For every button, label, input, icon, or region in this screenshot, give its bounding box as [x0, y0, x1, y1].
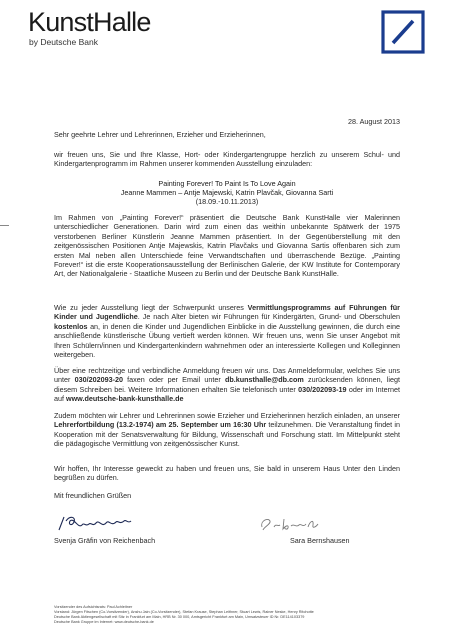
paragraph-program: [54, 303, 400, 359]
footer: [54, 605, 414, 625]
letter-date: 28. August 2013: [348, 117, 400, 126]
registration-text-3: zurücksenden können, liegt diesem Schreiben bei. Weitere Informationen erhalten Sie telefonisch unter: [54, 375, 400, 394]
registration-text-1: Über eine rechtzeitige und verbindliche Anmeldung freuen wir uns. Das Anmeldeformular, welches Sie uns unter: [54, 366, 400, 385]
salutation: Sehr geehrte Lehrer und Lehrerinnen, Erzieher und Erzieherinnen,: [54, 130, 266, 139]
registration-text-4: oder im Internet auf: [54, 384, 400, 404]
program-text-2: . Je nach Alter bieten wir Führungen für Kindergärten, Grund- und Oberschulen: [137, 312, 400, 322]
program-free: kostenlos: [54, 321, 88, 331]
fax-number: 030/202093-20: [74, 375, 123, 385]
exhibit-title: Painting Forever! To Paint Is To Love Again: [158, 179, 296, 188]
footer-line-2: Vorstand: Jürgen Fitschen (Co-Vorsitzender), Anshu Jain (Co-Vorsitzender), Stefan Krause, Stephan Leithner, Stuart Lewis, Rainer Neske, Henry Ritchotte: [54, 610, 314, 614]
footer-line-4: Deutsche Bank Gruppe im Internet: www.deutsche-bank.de: [54, 620, 154, 624]
email-address: db.kunsthalle@db.com: [224, 375, 304, 385]
intro-paragraph: wir freuen uns, Sie und Ihre Klasse, Hort- oder Kindergartengruppe herzlich zu unserem Schul- und Kindergartenprogramm im Rahmen unserer kommenden Ausstellung einzuladen:: [54, 150, 400, 169]
program-text-3: an, in denen die Kinder und Jugendlichen Einblicke in die Ausstellung gewinnen, die durch eine anschließende künstlerische Übung vertieft werden können. Wir freuen uns, wenn Sie unser Angebot mit Ihren Schülern/innen und Kindergartenkindern wahrnehmen oder an interessierte Kollegen und Kolleginnen weitergeben.: [54, 321, 400, 360]
footer-line-3: Deutsche Bank Aktiengesellschaft mit Sitz in Frankfurt am Main, HRB Nr. 30 000, Amtsgericht Frankfurt am Main, Umsatzsteuer ID Nr. DE114103379: [54, 615, 305, 619]
phone-number: 030/202093-19: [298, 384, 347, 394]
logo-title: KunstHalle: [28, 7, 151, 37]
training-highlight: Lehrerfortbildung (13.2-1974) am 25. September um 16:30 Uhr: [54, 420, 267, 430]
footer-line-1: Vorsitzender des Aufsichtsrats: Paul Achleitner: [54, 605, 133, 609]
deutsche-bank-logo-icon: [381, 10, 425, 54]
website: www.deutsche-bank-kunsthalle.de: [66, 394, 184, 404]
registration-text-2: faxen oder per Email unter: [122, 375, 225, 385]
paragraph-registration: [54, 366, 400, 404]
signer-bernshausen: Sara Bernshausen: [290, 536, 350, 545]
exhibit-artists: Jeanne Mammen – Antje Majewski, Katrin Plavčak, Giovanna Sarti: [120, 188, 334, 197]
paragraph-exhibition: Im Rahmen von „Painting Forever!“ präsentiert die Deutsche Bank KunstHalle vier Malerinnen unterschiedlicher Generationen. Darin wird zum einen das weithin unbekannte Spätwerk der 1975 verstorbenen Berliner Künstlerin Jeanne Mammen präsentiert. In der Gegenüberstellung mit den zeitgenössischen Positionen Antje Majewskis, Katrin Plavčaks und Giovanna Sartis offenbaren sich zum ersten Mal neben allen Unterschiede feine Verwandtschaften und überraschende Bezüge. „Painting Forever!“ ist die erste Kooperationsausstellung der Berlinischen Galerie, der KW Institute for Contemporary Art, der Nationalgalerie - Staatliche Museen zu Berlin und der Deutsche Bank KunstHalle.: [54, 213, 400, 279]
logo-subtitle: by Deutsche Bank: [29, 37, 98, 47]
fold-mark: [0, 225, 9, 226]
training-text-2: teilzunehmen. Die Veranstaltung findet in Kooperation mit der Senatsverwaltung für Bildung, Wissenschaft und Forschung statt. Im Mittelpunkt steht die pädagogische Vermittlung von zeitgenössischer Kunst.: [54, 420, 401, 449]
training-text-1: Zudem möchten wir Lehrer und Lehrerinnen sowie Erzieher und Erzieherinnen herzlich einladen, an unserer: [54, 411, 400, 420]
program-highlight: Vermittlungsprogramms auf Führungen für Kinder und Jugendliche: [54, 303, 400, 322]
paragraph-closing: Wir hoffen, Ihr Interesse geweckt zu haben und freuen uns, Sie bald in unserem Haus Unter den Linden begrüßen zu dürfen.: [54, 464, 400, 483]
program-text-1: Wie zu jeder Ausstellung liegt der Schwerpunkt unseres: [54, 303, 248, 312]
paragraph-training: [54, 411, 400, 449]
closing-greeting: Mit freundlichen Grüßen: [54, 491, 132, 500]
signature-bernshausen-icon: [258, 515, 320, 533]
signature-reichenbach-icon: [56, 513, 134, 533]
signer-reichenbach: Svenja Gräfin von Reichenbach: [54, 536, 156, 545]
exhibit-dates: (18.09.-10.11.2013): [195, 197, 259, 206]
